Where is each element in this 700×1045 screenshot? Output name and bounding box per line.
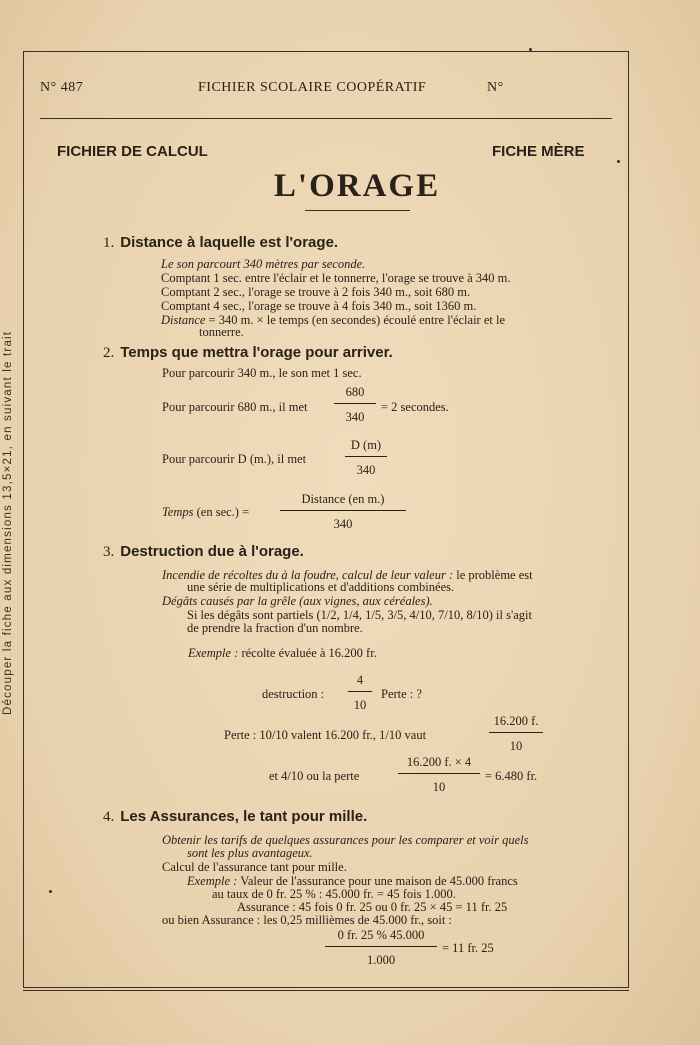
text-line: = 2 secondes.	[381, 400, 449, 414]
text-line: tonnerre.	[199, 325, 244, 339]
denominator: 10	[432, 780, 446, 794]
numerator: D (m)	[350, 438, 382, 452]
card-border-bottom	[23, 990, 629, 991]
text-line: Pour parcourir 340 m., le son met 1 sec.	[162, 366, 362, 380]
text-line: et 4/10 ou la perte	[269, 769, 360, 783]
example-text: Valeur de l'assurance pour une maison de 45.000 francs	[240, 874, 518, 888]
text-line: une série de multiplications et d'additions combinées.	[187, 580, 455, 594]
text-line: Pour parcourir D (m.), il met	[162, 452, 307, 466]
example-label: Exemple :	[188, 646, 239, 660]
denominator: 10	[353, 698, 367, 712]
section-2-heading	[103, 344, 393, 362]
text-line: ou bien Assurance : les 0,25 millièmes de 45.000 fr., soit :	[162, 913, 452, 927]
section-3-heading	[103, 543, 304, 561]
text-line: Comptant 2 sec., l'orage se trouve à 2 fois 340 m., soit 680 m.	[161, 285, 471, 299]
formula-text: (en sec.) =	[196, 505, 250, 519]
numerator: 0 fr. 25 % 45.000	[337, 928, 425, 942]
cut-instruction: Découper la fiche aux dimensions 13,5×21, en suivant le trait	[2, 330, 14, 715]
series-label: FICHIER DE CALCUL	[57, 143, 208, 160]
paper-speck	[529, 48, 532, 51]
text-line: Si les dégâts sont partiels (1/2, 1/4, 1/5, 3/5, 4/10, 7/10, 8/10) il s'agit	[187, 608, 532, 622]
fraction	[280, 492, 406, 532]
header-number-field: N°	[487, 80, 504, 95]
card-type-label: FICHE MÈRE	[492, 143, 585, 160]
title-underline	[305, 210, 410, 211]
text-line: Dégâts causés par la grêle (aux vignes, aux céréales).	[162, 594, 433, 608]
denominator: 340	[333, 517, 353, 531]
text-line: Pour parcourir 680 m., il met	[162, 400, 308, 414]
section-number: 2.	[103, 345, 115, 361]
numerator: Distance (en m.)	[301, 492, 385, 506]
text-line: Calcul de l'assurance tant pour mille.	[162, 860, 347, 874]
card-number: N° 487	[40, 80, 84, 95]
fraction	[489, 714, 543, 754]
text-line: sont les plus avantageux.	[187, 846, 313, 860]
example-text: récolte évaluée à 16.200 fr.	[241, 646, 377, 660]
section-1-heading	[103, 234, 338, 252]
text-line	[188, 646, 377, 660]
section-title: Destruction due à l'orage.	[120, 543, 304, 560]
topic-incendie: Incendie de récoltes du à la foudre, calcul de leur valeur :	[162, 568, 454, 582]
text-line: Le son parcourt 340 mètres par seconde.	[161, 257, 366, 271]
section-title: Temps que mettra l'orage pour arriver.	[120, 344, 393, 361]
section-title: Distance à laquelle est l'orage.	[120, 234, 339, 251]
term-distance: Distance	[161, 313, 206, 327]
example-label: Exemple :	[187, 874, 238, 888]
fraction	[348, 673, 372, 713]
section-number: 4.	[103, 809, 115, 825]
fraction	[345, 438, 387, 478]
page-title: L'ORAGE	[273, 168, 441, 204]
header-rule	[40, 118, 612, 119]
text-line: Obtenir les tarifs de quelques assurances pour les comparer et voir quels	[162, 833, 529, 847]
denominator: 1.000	[366, 953, 396, 967]
text-line: Perte : 10/10 valent 16.200 fr., 1/10 vaut	[224, 728, 427, 742]
section-4-heading	[103, 808, 367, 826]
numerator: 4	[356, 673, 364, 687]
text-line: au taux de 0 fr. 25 % : 45.000 fr. = 45 fois 1.000.	[212, 887, 456, 901]
text-line: Perte : ?	[381, 687, 422, 701]
text-line: Comptant 1 sec. entre l'éclair et le tonnerre, l'orage se trouve à 340 m.	[161, 271, 511, 285]
section-number: 3.	[103, 544, 115, 560]
denominator: 340	[345, 410, 365, 424]
section-title: Les Assurances, le tant pour mille.	[120, 808, 368, 825]
text-line: = 11 fr. 25	[442, 941, 494, 955]
section-number: 1.	[103, 235, 115, 251]
formula-text: = 340 m. × le temps (en secondes) écoulé entre l'éclair et le	[208, 313, 506, 327]
text-line: Comptant 4 sec., l'orage se trouve à 4 fois 340 m., soit 1360 m.	[161, 299, 477, 313]
text-line: = 6.480 fr.	[485, 769, 538, 783]
denominator: 10	[509, 739, 523, 753]
fraction	[398, 755, 480, 795]
numerator: 16.200 f.	[493, 714, 539, 728]
numerator: 680	[345, 385, 365, 399]
numerator: 16.200 f. × 4	[406, 755, 472, 769]
text-span: le problème est	[456, 568, 533, 582]
text-line	[162, 505, 249, 519]
denominator: 340	[356, 463, 376, 477]
paper-speck	[49, 890, 52, 893]
text-line: Assurance : 45 fois 0 fr. 25 ou 0 fr. 25 × 45 = 11 fr. 25	[237, 900, 508, 914]
text-line: de prendre la fraction d'un nombre.	[187, 621, 363, 635]
header-title: FICHIER SCOLAIRE COOPÉRATIF	[198, 80, 427, 95]
term-temps: Temps	[162, 505, 194, 519]
fraction	[325, 928, 437, 968]
text-line	[187, 874, 518, 888]
paper-speck	[617, 160, 620, 163]
fraction	[334, 385, 376, 425]
text-line: destruction :	[262, 687, 325, 701]
